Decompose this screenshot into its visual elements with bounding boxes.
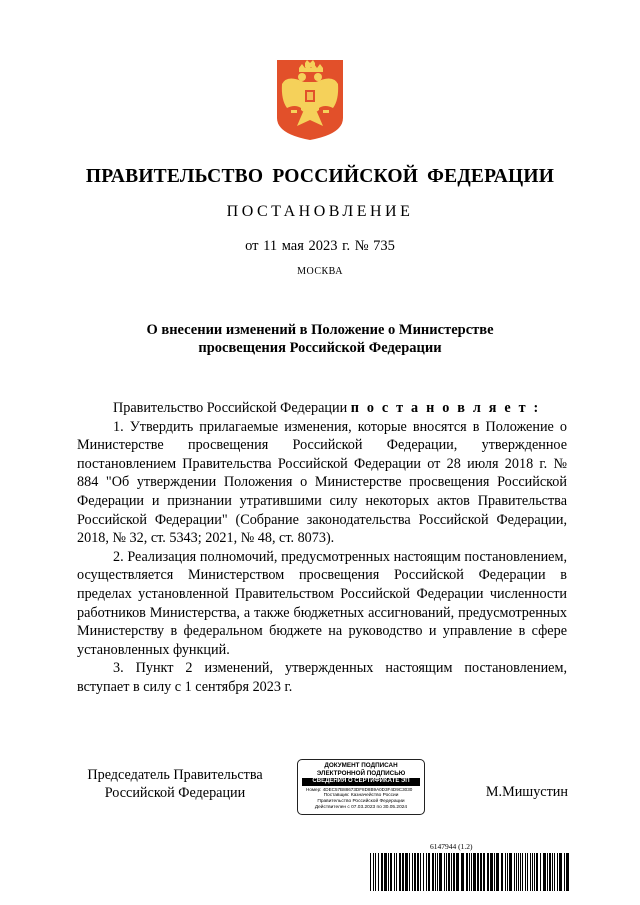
stamp-line1: ДОКУМЕНТ ПОДПИСАН <box>324 762 398 769</box>
paragraph-1: 1. Утвердить прилагаемые изменения, которые вносятся в Положение о Министерстве просвещения Российской Федерации, утвержденное постановлением Правительства Российской Федерации от 28 июля 2018 г. № 884 "Об утверждении Положения о Министерстве просвещения Российской Федерации и признании утратившими силу некоторых актов Правительства Российской Федерации" (Собрание законодательства Российской Федерации, 2018, № 32, ст. 5343; 2021, № 48, ст. 8073). <box>77 418 567 547</box>
document-city: МОСКВА <box>297 266 343 277</box>
stamp-line2: ЭЛЕКТРОННОЙ ПОДПИСЬЮ <box>316 769 406 777</box>
document-body <box>77 399 567 697</box>
document-title-line1: О внесении изменений в Положение о Министерстве <box>146 322 494 338</box>
stamp-validity: Действителен с 07.03.2023 по 30.05.2024 <box>314 804 408 810</box>
stamp-issuer: Поставщик: Казначейство России <box>323 792 399 798</box>
paragraph-3: 3. Пункт 2 изменений, утвержденных настоящим постановлением, вступает в силу с 1 сентября 2023 г. <box>77 660 567 695</box>
document-date-number: от 11 мая 2023 г. № 735 <box>245 238 395 254</box>
stamp-owner: Правительство Российской Федерации <box>317 798 405 804</box>
document-title <box>0 321 640 357</box>
signer-position <box>60 766 290 802</box>
signer-name: М.Мишустин <box>485 784 568 800</box>
signer-position-line1: Председатель Правительства <box>87 767 263 783</box>
paragraph-2: 2. Реализация полномочий, предусмотренных настоящим постановлением, осуществляется Министерством просвещения Российской Федерации в пределах установленной Правительством Российской Федерации численности работников Министерства, а также бюджетных ассигнований, предусмотренных Министерству в федеральном бюджете на руководство и управление в сфере установленных функций. <box>77 548 567 658</box>
intro-text: Правительство Российской Федерации <box>113 400 351 416</box>
signer-position-line2: Российской Федерации <box>104 785 246 801</box>
government-title: ПРАВИТЕЛЬСТВО РОССИЙСКОЙ ФЕДЕРАЦИИ <box>85 166 555 187</box>
intro-verb: п о с т а н о в л я е т : <box>350 400 541 416</box>
document-code: 6147944 (1.2) <box>430 842 473 851</box>
stamp-line3: СВЕДЕНИЯ О СЕРТИФИКАТЕ ЭП <box>302 778 420 786</box>
document-type: ПОСТАНОВЛЕНИЕ <box>226 203 414 220</box>
intro-paragraph <box>77 399 567 418</box>
stamp-serial: Номер: 4DEC57B88673DF8D8B9A0D3F4D9C3030 <box>306 786 413 792</box>
electronic-signature-stamp <box>297 759 425 815</box>
document-title-line2: просвещения Российской Федерации <box>198 340 442 356</box>
coat-of-arms-icon <box>277 60 343 140</box>
barcode-icon <box>370 853 572 891</box>
